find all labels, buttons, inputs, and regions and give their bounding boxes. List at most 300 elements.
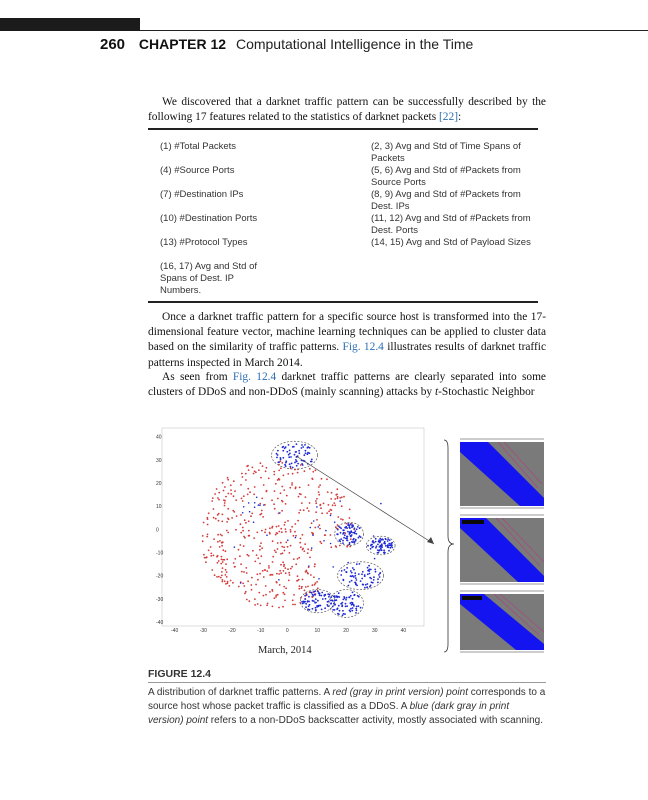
ddos-point xyxy=(220,577,222,579)
ddos-point xyxy=(284,567,286,569)
ddos-point xyxy=(275,534,277,536)
ddos-point xyxy=(265,594,267,596)
ddos-point xyxy=(309,557,311,559)
header-bar xyxy=(0,18,140,31)
ddos-point xyxy=(326,512,328,514)
ddos-point xyxy=(284,593,286,595)
backscatter-point xyxy=(385,545,387,547)
backscatter-point xyxy=(373,579,375,581)
backscatter-point xyxy=(372,540,374,542)
backscatter-point xyxy=(258,504,260,506)
ddos-point xyxy=(245,591,247,593)
ddos-point xyxy=(225,569,227,571)
backscatter-point xyxy=(364,575,366,577)
backscatter-point xyxy=(319,594,321,596)
ddos-point xyxy=(341,505,343,507)
backscatter-point xyxy=(340,532,342,534)
backscatter-point xyxy=(256,497,258,499)
ddos-point xyxy=(215,518,217,520)
ddos-point xyxy=(221,571,223,573)
backscatter-point xyxy=(308,565,310,567)
ddos-point xyxy=(319,528,321,530)
backscatter-point xyxy=(310,527,312,529)
backscatter-point xyxy=(352,567,354,569)
ddos-point xyxy=(332,504,334,506)
backscatter-point xyxy=(328,596,330,598)
ddos-point xyxy=(227,581,229,583)
x-tick-label: -40 xyxy=(171,628,179,634)
ddos-point xyxy=(281,546,283,548)
ddos-point xyxy=(227,532,229,534)
ddos-point xyxy=(248,530,250,532)
backscatter-point xyxy=(248,502,250,504)
backscatter-point xyxy=(355,577,357,579)
backscatter-point xyxy=(315,610,317,612)
ddos-point xyxy=(211,569,213,571)
ddos-point xyxy=(212,497,214,499)
ddos-point xyxy=(221,559,223,561)
ddos-point xyxy=(273,503,275,505)
backscatter-point xyxy=(351,610,353,612)
ddos-point xyxy=(293,558,295,560)
backscatter-point xyxy=(359,535,361,537)
ddos-point xyxy=(240,523,242,525)
backscatter-point xyxy=(349,581,351,583)
ddos-point xyxy=(316,519,318,521)
backscatter-point xyxy=(301,463,303,465)
backscatter-point xyxy=(282,457,284,459)
ddos-point xyxy=(321,478,323,480)
ddos-point xyxy=(298,557,300,559)
ddos-point xyxy=(310,549,312,551)
backscatter-point xyxy=(342,533,344,535)
ddos-point xyxy=(275,551,277,553)
ddos-point xyxy=(301,502,303,504)
ddos-point xyxy=(259,545,261,547)
ddos-point xyxy=(294,523,296,525)
ddos-point xyxy=(213,517,215,519)
ddos-point xyxy=(266,491,268,493)
backscatter-point xyxy=(374,569,376,571)
ddos-point xyxy=(287,546,289,548)
ddos-point xyxy=(240,514,242,516)
ddos-point xyxy=(248,535,250,537)
ddos-point xyxy=(299,487,301,489)
backscatter-point xyxy=(307,453,309,455)
ddos-point xyxy=(279,570,281,572)
feature-right-4: (11, 12) Avg and Std of #Packets from Dest. Ports xyxy=(371,213,531,236)
backscatter-point xyxy=(305,603,307,605)
ddos-point xyxy=(307,552,309,554)
ddos-point xyxy=(278,573,280,575)
ddos-point xyxy=(304,590,306,592)
ddos-point xyxy=(221,575,223,577)
ddos-point xyxy=(282,501,284,503)
backscatter-point xyxy=(356,579,358,581)
backscatter-point xyxy=(285,465,287,467)
backscatter-point xyxy=(308,605,310,607)
ddos-point xyxy=(222,482,224,484)
intro-paragraph: We discovered that a darknet traffic pattern can be successfully described by the following 17 features related to the statistics of darknet packets [22]: xyxy=(148,96,546,124)
ddos-point xyxy=(243,571,245,573)
ddos-point xyxy=(280,553,282,555)
ddos-point xyxy=(349,509,351,511)
backscatter-point xyxy=(345,526,347,528)
ddos-point xyxy=(318,491,320,493)
ddos-point xyxy=(208,512,210,514)
backscatter-point xyxy=(352,532,354,534)
backscatter-point xyxy=(312,534,314,536)
backscatter-point xyxy=(315,602,317,604)
ddos-point xyxy=(226,571,228,573)
ddos-point xyxy=(226,576,228,578)
ddos-point xyxy=(330,509,332,511)
date-label: March, 2014 xyxy=(258,645,312,656)
ddos-point xyxy=(333,502,335,504)
ddos-point xyxy=(300,538,302,540)
y-tick-label: 10 xyxy=(156,504,162,511)
x-tick-label: 20 xyxy=(343,628,349,634)
backscatter-point xyxy=(287,539,289,541)
ddos-point xyxy=(245,479,247,481)
backscatter-point xyxy=(380,548,382,550)
ddos-point xyxy=(328,504,330,506)
backscatter-point xyxy=(358,573,360,575)
ddos-point xyxy=(260,462,262,464)
ddos-point xyxy=(254,598,256,600)
ddos-point xyxy=(287,473,289,475)
ddos-point xyxy=(259,573,261,575)
backscatter-point xyxy=(345,599,347,601)
ddos-point xyxy=(261,530,263,532)
backscatter-point xyxy=(296,443,298,445)
backscatter-point xyxy=(304,601,306,603)
ddos-point xyxy=(236,515,238,517)
ddos-point xyxy=(225,563,227,565)
ddos-point xyxy=(336,488,338,490)
ddos-point xyxy=(280,542,282,544)
backscatter-point xyxy=(302,603,304,605)
ddos-point xyxy=(224,505,226,507)
ddos-point xyxy=(211,500,213,502)
ddos-point xyxy=(292,473,294,475)
ddos-point xyxy=(316,581,318,583)
y-tick-label: -10 xyxy=(156,550,164,557)
ddos-point xyxy=(290,545,292,547)
backscatter-point xyxy=(303,454,305,456)
ddos-point xyxy=(293,594,295,596)
detail-panel-2 xyxy=(460,514,544,585)
ddos-point xyxy=(349,546,351,548)
backscatter-point xyxy=(370,548,372,550)
backscatter-point xyxy=(282,450,284,452)
ddos-point xyxy=(286,495,288,497)
ddos-point xyxy=(281,510,283,512)
ddos-point xyxy=(281,486,283,488)
backscatter-point xyxy=(377,549,379,551)
backscatter-point xyxy=(369,569,371,571)
ddos-point xyxy=(316,498,318,500)
backscatter-point xyxy=(387,538,389,540)
ddos-point xyxy=(346,546,348,548)
ddos-point xyxy=(218,492,220,494)
ddos-point xyxy=(208,550,210,552)
ddos-point xyxy=(285,531,287,533)
ddos-point xyxy=(262,516,264,518)
ddos-point xyxy=(252,550,254,552)
y-tick-label: 0 xyxy=(156,527,159,534)
ddos-point xyxy=(221,545,223,547)
ddos-point xyxy=(261,510,263,512)
backscatter-point xyxy=(388,543,390,545)
ddos-point xyxy=(297,558,299,560)
ddos-point xyxy=(256,532,258,534)
plot-frame xyxy=(162,428,424,626)
ddos-point xyxy=(299,542,301,544)
backscatter-point xyxy=(311,461,313,463)
y-axis-ticks xyxy=(156,435,163,626)
ddos-point xyxy=(319,504,321,506)
ddos-point xyxy=(266,604,268,606)
ddos-point xyxy=(279,584,281,586)
backscatter-point xyxy=(360,580,362,582)
feature-left-6: (16, 17) Avg and Std of Spans of Dest. IP Numbers. xyxy=(160,261,258,296)
backscatter-point xyxy=(362,584,364,586)
backscatter-point xyxy=(353,569,355,571)
backscatter-point xyxy=(301,447,303,449)
backscatter-point xyxy=(350,570,352,572)
ddos-point xyxy=(280,564,282,566)
ddos-point xyxy=(298,512,300,514)
ddos-point xyxy=(210,546,212,548)
ddos-point xyxy=(226,521,228,523)
ddos-point xyxy=(243,536,245,538)
ddos-point xyxy=(255,471,257,473)
backscatter-point xyxy=(254,506,256,508)
ddos-point xyxy=(254,604,256,606)
backscatter-point xyxy=(345,606,347,608)
backscatter-point xyxy=(347,540,349,542)
backscatter-point xyxy=(312,608,314,610)
ddos-point xyxy=(297,580,299,582)
ddos-point xyxy=(224,580,226,582)
ddos-point xyxy=(213,555,215,557)
ddos-point xyxy=(207,524,209,526)
backscatter-point xyxy=(375,541,377,543)
ddos-point xyxy=(290,531,292,533)
ddos-point xyxy=(251,577,253,579)
backscatter-point xyxy=(285,460,287,462)
backscatter-point xyxy=(288,456,290,458)
backscatter-point xyxy=(234,546,236,548)
ddos-point xyxy=(323,503,325,505)
ddos-point xyxy=(216,576,218,578)
backscatter-point xyxy=(298,452,300,454)
figure-reference[interactable]: Fig. 12.4 xyxy=(232,371,277,383)
backscatter-point xyxy=(378,552,380,554)
ddos-point xyxy=(248,555,250,557)
ddos-point xyxy=(334,498,336,500)
backscatter-point xyxy=(339,539,341,541)
citation-link[interactable]: [22] xyxy=(439,111,458,124)
backscatter-points xyxy=(234,443,394,616)
ddos-point xyxy=(248,469,250,471)
ddos-point xyxy=(280,467,282,469)
ddos-point xyxy=(315,582,317,584)
figure-reference[interactable]: Fig. 12.4 xyxy=(342,341,384,354)
ddos-point xyxy=(260,605,262,607)
backscatter-point xyxy=(347,536,349,538)
ddos-point xyxy=(283,564,285,566)
backscatter-point xyxy=(317,591,319,593)
ddos-point xyxy=(274,490,276,492)
ddos-point xyxy=(230,489,232,491)
ddos-point xyxy=(227,493,229,495)
backscatter-point xyxy=(356,606,358,608)
ddos-point xyxy=(278,607,280,609)
backscatter-point xyxy=(341,570,343,572)
backscatter-point xyxy=(349,611,351,613)
backscatter-point xyxy=(288,454,290,456)
ddos-points xyxy=(202,460,355,608)
backscatter-point xyxy=(339,500,341,502)
backscatter-point xyxy=(342,599,344,601)
backscatter-point xyxy=(313,591,315,593)
ddos-point xyxy=(349,517,351,519)
ddos-point xyxy=(246,572,248,574)
backscatter-point xyxy=(359,563,361,565)
backscatter-point xyxy=(352,602,354,604)
ddos-point xyxy=(216,488,218,490)
backscatter-point xyxy=(330,543,332,545)
ddos-point xyxy=(247,488,249,490)
ddos-point xyxy=(310,574,312,576)
backscatter-point xyxy=(324,607,326,609)
backscatter-point xyxy=(339,610,341,612)
ddos-point xyxy=(285,587,287,589)
figure-caption: A distribution of darknet traffic patterns. A red (gray in print version) point corresponds to a source host whose packet traffic is classified as a DDoS. A blue (dark gray in print version) point refers to a non-DDoS backscatter activity, mostly associated with scanning. xyxy=(148,687,546,727)
backscatter-point xyxy=(314,594,316,596)
ddos-point xyxy=(318,494,320,496)
backscatter-point xyxy=(348,597,350,599)
ddos-point xyxy=(319,524,321,526)
backscatter-point xyxy=(383,549,385,551)
backscatter-point xyxy=(354,530,356,532)
ddos-point xyxy=(257,557,259,559)
backscatter-point xyxy=(367,545,369,547)
backscatter-point xyxy=(352,607,354,609)
backscatter-point xyxy=(354,575,356,577)
backscatter-point xyxy=(290,466,292,468)
ddos-point xyxy=(305,586,307,588)
ddos-point xyxy=(222,579,224,581)
ddos-point xyxy=(268,567,270,569)
ddos-point xyxy=(222,561,224,563)
ddos-point xyxy=(331,492,333,494)
backscatter-point xyxy=(352,598,354,600)
backscatter-point xyxy=(379,541,381,543)
backscatter-point xyxy=(294,454,296,456)
ddos-point xyxy=(205,561,207,563)
backscatter-point xyxy=(330,602,332,604)
ddos-point xyxy=(290,529,292,531)
backscatter-point xyxy=(353,576,355,578)
ddos-point xyxy=(275,581,277,583)
ddos-point xyxy=(263,576,265,578)
backscatter-point xyxy=(316,506,318,508)
ddos-point xyxy=(223,490,225,492)
backscatter-point xyxy=(315,598,317,600)
ddos-point xyxy=(321,512,323,514)
backscatter-point xyxy=(361,578,363,580)
backscatter-point xyxy=(276,457,278,459)
backscatter-point xyxy=(384,542,386,544)
backscatter-point xyxy=(330,515,332,517)
ddos-point xyxy=(224,502,226,504)
backscatter-point xyxy=(342,540,344,542)
ddos-point xyxy=(283,586,285,588)
ddos-point xyxy=(335,526,337,528)
ddos-point xyxy=(268,478,270,480)
backscatter-point xyxy=(370,585,372,587)
ddos-point xyxy=(339,497,341,499)
backscatter-point xyxy=(338,605,340,607)
ddos-point xyxy=(230,580,232,582)
feature-left-5: (13) #Protocol Types xyxy=(160,237,248,248)
running-header xyxy=(100,36,473,53)
ddos-point xyxy=(242,527,244,529)
backscatter-point xyxy=(350,595,352,597)
ddos-point xyxy=(259,549,261,551)
backscatter-point xyxy=(334,595,336,597)
ddos-point xyxy=(284,524,286,526)
ddos-point xyxy=(309,502,311,504)
ddos-point xyxy=(294,604,296,606)
backscatter-point xyxy=(385,538,387,540)
ddos-point xyxy=(225,574,227,576)
ddos-point xyxy=(337,496,339,498)
ddos-point xyxy=(273,597,275,599)
backscatter-point xyxy=(349,542,351,544)
ddos-point xyxy=(242,476,244,478)
ddos-point xyxy=(222,567,224,569)
ddos-point xyxy=(339,545,341,547)
ddos-point xyxy=(271,499,273,501)
backscatter-point xyxy=(327,593,329,595)
ddos-point xyxy=(285,528,287,530)
ddos-point xyxy=(235,499,237,501)
backscatter-point xyxy=(381,546,383,548)
backscatter-point xyxy=(315,607,317,609)
backscatter-point xyxy=(379,573,381,575)
backscatter-point xyxy=(356,533,358,535)
backscatter-point xyxy=(298,450,300,452)
backscatter-point xyxy=(343,537,345,539)
ddos-point xyxy=(260,542,262,544)
backscatter-point xyxy=(377,578,379,580)
ddos-point xyxy=(302,579,304,581)
ddos-point xyxy=(240,563,242,565)
ddos-point xyxy=(254,561,256,563)
backscatter-point xyxy=(391,542,393,544)
ddos-point xyxy=(224,500,226,502)
backscatter-point xyxy=(387,540,389,542)
backscatter-point xyxy=(355,612,357,614)
ddos-point xyxy=(222,549,224,551)
ddos-point xyxy=(203,522,205,524)
ddos-point xyxy=(306,507,308,509)
backscatter-point xyxy=(371,544,373,546)
